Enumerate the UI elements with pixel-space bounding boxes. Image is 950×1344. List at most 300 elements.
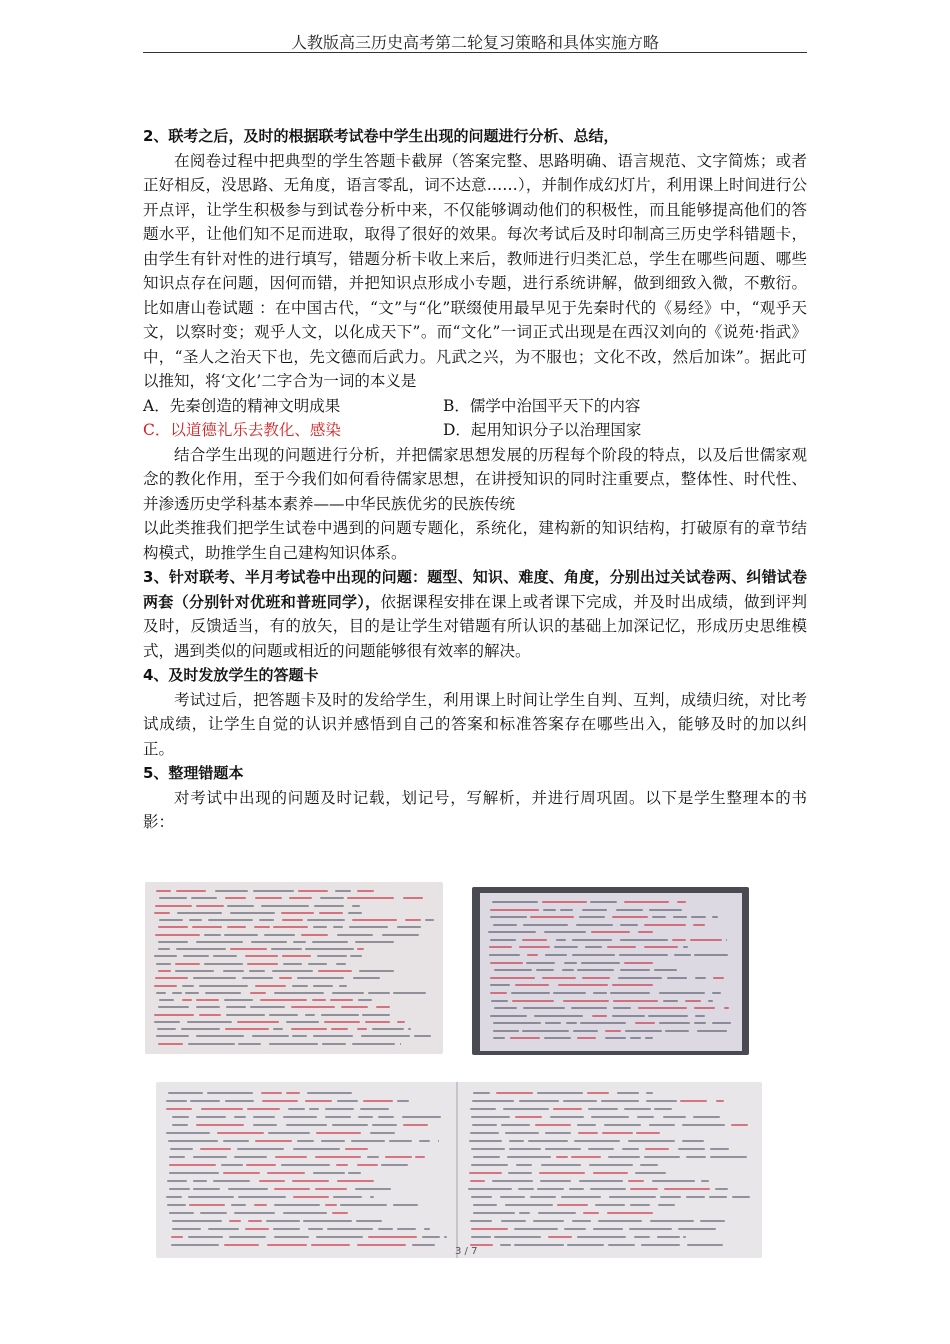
handwriting-stroke	[545, 954, 567, 956]
handwriting-stroke	[658, 1204, 675, 1206]
handwriting-stroke	[726, 939, 728, 941]
handwriting-stroke	[713, 977, 723, 979]
handwriting-stroke	[715, 1188, 728, 1190]
handwriting-stroke	[612, 916, 648, 918]
handwriting-stroke	[251, 941, 286, 943]
handwriting-stroke	[577, 1124, 596, 1126]
handwriting-stroke	[353, 977, 380, 979]
handwriting-stroke	[694, 1007, 715, 1009]
handwriting-stroke	[336, 963, 346, 965]
handwriting-stroke	[155, 977, 188, 979]
handwriting-stroke	[537, 1092, 583, 1094]
handwriting-stroke	[217, 1132, 263, 1134]
handwriting-stroke	[612, 1015, 646, 1017]
handwriting-stroke	[593, 992, 607, 994]
handwriting-stroke	[358, 999, 372, 1001]
handwriting-stroke	[473, 1156, 501, 1158]
handwriting-stroke	[156, 963, 170, 965]
handwriting-stroke	[648, 1015, 687, 1017]
handwriting-stroke	[238, 1196, 285, 1198]
handwriting-stroke	[490, 916, 527, 918]
section-2-paragraph-2: 结合学生出现的问题进行分析，并把儒家思想发展的历程每个阶段的特点，以及后世儒家观念的教化作用，至于今我们如何看待儒家思想，在讲授知识的同时注重要点，整体性、时代性、并渗透历史学科基本素养——中华民族优劣的民族传统	[143, 445, 807, 513]
handwriting-stroke	[469, 1172, 502, 1174]
handwriting-stroke	[349, 926, 389, 928]
handwriting-stroke	[496, 1092, 532, 1094]
handwriting-stroke	[659, 1022, 690, 1024]
handwriting-stroke	[402, 1116, 442, 1118]
handwriting-stroke	[196, 1035, 244, 1037]
handwriting-stroke	[156, 1035, 189, 1037]
handwriting-stroke	[255, 985, 287, 987]
handwriting-stroke	[638, 931, 653, 933]
section-5-paragraph: 对考试中出现的问题及时记载，划记号，写解析，并进行周巩固。以下是学生整理本的书影：	[143, 788, 807, 831]
handwriting-stroke	[245, 955, 278, 957]
page-header-title: 人教版高三历史高考第二轮复习策略和具体实施方略	[290, 33, 659, 52]
handwriting-stroke	[231, 1204, 246, 1206]
handwriting-stroke	[168, 1140, 217, 1142]
handwriting-stroke	[490, 909, 539, 911]
handwriting-stroke	[636, 1132, 660, 1134]
handwriting-stroke	[573, 1030, 598, 1032]
handwriting-stroke	[542, 977, 576, 979]
handwriting-stroke	[712, 916, 718, 918]
handwriting-stroke	[166, 1196, 182, 1198]
handwriting-stroke	[492, 901, 538, 903]
handwriting-stroke	[470, 1132, 498, 1134]
handwriting-stroke	[469, 1140, 501, 1142]
handwriting-stroke	[618, 977, 662, 979]
handwriting-stroke	[490, 977, 535, 979]
handwriting-stroke	[634, 1236, 650, 1238]
handwriting-stroke	[667, 977, 687, 979]
handwriting-stroke	[159, 897, 187, 899]
handwriting-stroke	[563, 1000, 609, 1002]
handwriting-stroke	[553, 992, 586, 994]
handwriting-stroke	[332, 1212, 347, 1214]
handwriting-stroke	[196, 941, 243, 943]
handwriting-stroke	[357, 1028, 368, 1030]
handwriting-stroke	[230, 912, 274, 914]
handwriting-stroke	[605, 1030, 621, 1032]
handwriting-stroke	[357, 890, 374, 892]
handwriting-stroke	[640, 1164, 658, 1166]
handwriting-stroke	[215, 890, 249, 892]
handwriting-stroke	[678, 1148, 705, 1150]
handwriting-stroke	[646, 1092, 653, 1094]
handwriting-stroke	[169, 1172, 218, 1174]
handwriting-stroke	[226, 1006, 246, 1008]
handwriting-stroke	[158, 1006, 189, 1008]
handwriting-stroke	[641, 1244, 681, 1246]
handwriting-stroke	[347, 897, 394, 899]
handwriting-stroke	[601, 1100, 640, 1102]
handwriting-stroke	[298, 890, 328, 892]
handwriting-stroke	[230, 948, 267, 950]
handwriting-stroke	[356, 1220, 382, 1222]
handwriting-stroke	[267, 1244, 307, 1246]
handwriting-stroke	[590, 901, 616, 903]
handwriting-stroke	[156, 992, 166, 994]
handwriting-stroke	[624, 962, 653, 964]
handwriting-stroke	[678, 1228, 716, 1230]
handwriting-stroke	[272, 970, 314, 972]
handwriting-stroke	[578, 1132, 597, 1134]
handwriting-stroke	[228, 1188, 268, 1190]
handwriting-stroke	[471, 1148, 505, 1150]
handwriting-stroke	[337, 934, 373, 936]
handwriting-stroke	[492, 1180, 532, 1182]
handwriting-stroke	[624, 1108, 651, 1110]
handwriting-stroke	[489, 954, 520, 956]
handwriting-stroke	[563, 1100, 597, 1102]
handwriting-stroke	[337, 1100, 357, 1102]
handwriting-stroke	[254, 1204, 267, 1206]
handwriting-stroke	[291, 1006, 336, 1008]
handwriting-stroke	[196, 1124, 244, 1126]
handwriting-stroke	[175, 970, 214, 972]
handwriting-stroke	[516, 1164, 533, 1166]
handwriting-stroke	[652, 1180, 695, 1182]
handwriting-stroke	[200, 1212, 226, 1214]
document-body	[143, 124, 807, 835]
handwriting-stroke	[415, 1156, 425, 1158]
handwriting-stroke	[566, 1022, 576, 1024]
handwriting-stroke	[569, 1188, 584, 1190]
handwriting-stroke	[234, 1212, 274, 1214]
handwriting-stroke	[188, 1236, 222, 1238]
handwriting-stroke	[292, 985, 308, 987]
handwriting-stroke	[545, 1022, 562, 1024]
handwriting-stroke	[368, 992, 390, 994]
option-a: A．先秦创造的精神文明成果	[143, 396, 341, 415]
handwriting-stroke	[572, 939, 611, 941]
handwriting-stroke	[494, 1007, 517, 1009]
handwriting-stroke	[654, 969, 677, 971]
handwriting-stroke	[223, 1172, 260, 1174]
handwriting-stroke	[357, 948, 364, 950]
handwriting-stroke	[550, 1116, 585, 1118]
handwriting-stroke	[473, 1092, 490, 1094]
handwriting-stroke	[171, 1236, 183, 1238]
handwriting-stroke	[501, 1220, 526, 1222]
handwriting-stroke	[234, 1156, 267, 1158]
handwriting-stroke	[583, 1212, 600, 1214]
handwriting-stroke	[512, 1000, 554, 1002]
handwriting-stroke	[393, 1204, 417, 1206]
handwriting-stroke	[262, 1100, 298, 1102]
handwriting-stroke	[238, 1043, 261, 1045]
handwriting-stroke	[545, 1148, 582, 1150]
handwriting-stroke	[607, 1212, 653, 1214]
handwriting-stroke	[269, 1014, 299, 1016]
handwriting-stroke	[644, 1156, 680, 1158]
handwriting-stroke	[561, 1196, 602, 1198]
section-3-text: 依据课程安排在课上或者课下完成，并及时出成绩，做到评判及时，反馈适当，有的放矢，目的是让学生对错题有所认识的基础上加深记忆，形成历史思维模式，遇到类似的问题或相近的问题能够很有效率的解决。	[143, 592, 807, 660]
handwriting-stroke	[553, 1108, 582, 1110]
handwriting-stroke	[313, 1172, 345, 1174]
handwriting-stroke	[397, 1100, 410, 1102]
handwriting-stroke	[185, 992, 199, 994]
handwriting-stroke	[414, 1035, 431, 1037]
handwriting-stroke	[470, 1220, 492, 1222]
handwriting-stroke	[204, 934, 221, 936]
handwriting-stroke	[275, 1156, 307, 1158]
handwriting-stroke	[325, 1204, 337, 1206]
handwriting-stroke	[205, 992, 242, 994]
handwriting-stroke	[473, 1212, 515, 1214]
handwriting-stroke	[340, 1204, 386, 1206]
handwriting-stroke	[571, 1156, 600, 1158]
handwriting-stroke	[562, 969, 574, 971]
option-c-answer: C．以道德礼乐去教化、感染	[143, 421, 341, 439]
handwriting-stroke	[283, 963, 302, 965]
handwriting-stroke	[471, 1236, 490, 1238]
handwriting-stroke	[472, 1100, 514, 1102]
handwriting-stroke	[687, 1244, 722, 1246]
handwriting-stroke	[544, 931, 587, 933]
handwriting-stroke	[514, 1228, 558, 1230]
handwriting-stroke	[493, 924, 517, 926]
handwriting-stroke	[224, 934, 258, 936]
handwriting-stroke	[182, 999, 193, 1001]
section-4-heading: 4、及时发放学生的答题卡	[143, 666, 319, 684]
handwriting-stroke	[490, 962, 522, 964]
handwriting-stroke	[507, 1156, 551, 1158]
handwriting-stroke	[325, 1108, 353, 1110]
handwriting-stroke	[196, 1006, 220, 1008]
handwriting-stroke	[250, 1006, 285, 1008]
handwriting-stroke	[731, 1124, 749, 1126]
handwriting-stroke	[649, 909, 682, 911]
handwriting-stroke	[683, 1236, 685, 1238]
handwriting-stroke	[710, 1148, 729, 1150]
handwriting-stroke	[527, 954, 538, 956]
handwriting-stroke	[385, 1156, 412, 1158]
handwriting-stroke	[526, 962, 555, 964]
handwriting-stroke	[403, 897, 424, 899]
handwriting-stroke	[242, 977, 273, 979]
handwriting-stroke	[155, 905, 191, 907]
handwriting-stroke	[680, 1100, 707, 1102]
handwriting-stroke	[543, 909, 557, 911]
handwriting-stroke	[321, 1014, 359, 1016]
handwriting-stroke	[224, 1244, 259, 1246]
section-4-paragraph: 考试过后，把答题卡及时的发给学生，利用课上时间让学生自判、互判，成绩归统，对比考试成绩，让学生自觉的认识并感悟到自己的答案和标准答案存在哪些出入，能够及时的加以纠正。	[143, 690, 807, 758]
section-2-paragraph-1: 在阅卷过程中把典型的学生答题卡截屏（答案完整、思路明确、语言规范、文字简炼；或者正好相反，没思路、无角度，语言零乱，词不达意……），并制作成幻灯片，利用课上时间进行公开点评，让学生积极参与到试卷分析中来，不仅能够调动他们的积极性，而且能够提高他们的答题水平，让他们知不足而进取，取得了很好的效果。每次考试后及时印制高三历史学科错题卡，由学生有针对性的进行填写，错题分析卡收上来后，教师进行归类汇总，学生在哪些问题、哪些知识点存在问题，因何而错，并把知识点形成小专题，进行系统讲解，做到细致入微，不敷衍。比如唐山卷试题 ：在中国古代，“文”与“化”联缀使用最早见于先秦时代的《易经》中，“观乎天文，以察时变；观乎人文，以化成天下”。而“文化”一词正式出现是在西汉刘向的《说苑·指武》中，“圣人之治天下也，先文德而后武力。凡武之兴，为不服也；文化不改，然后加诛”。据此可以推知，将‘文化’二字合为一词的本义是	[143, 151, 807, 390]
handwriting-stroke	[357, 1244, 406, 1246]
handwriting-stroke	[716, 1100, 725, 1102]
handwriting-stroke	[336, 1164, 349, 1166]
handwriting-stroke	[321, 1140, 345, 1142]
handwriting-stroke	[500, 1196, 525, 1198]
handwriting-stroke	[229, 1236, 265, 1238]
handwriting-stroke	[158, 970, 171, 972]
handwriting-stroke	[227, 926, 246, 928]
handwriting-stroke	[393, 992, 425, 994]
handwriting-stroke	[318, 970, 351, 972]
handwriting-stroke	[167, 1204, 186, 1206]
handwriting-stroke	[712, 1022, 731, 1024]
handwriting-stroke	[556, 939, 566, 941]
handwriting-stroke	[580, 1022, 626, 1024]
handwriting-stroke	[226, 1014, 265, 1016]
handwriting-stroke	[598, 1220, 642, 1222]
handwriting-stroke	[579, 1180, 623, 1182]
handwriting-stroke	[250, 992, 267, 994]
handwriting-stroke	[223, 970, 244, 972]
handwriting-stroke	[315, 1156, 361, 1158]
handwriting-stroke	[154, 1014, 194, 1016]
handwriting-stroke	[169, 1156, 185, 1158]
handwriting-stroke	[470, 1108, 496, 1110]
handwriting-stroke	[303, 1220, 352, 1222]
handwriting-stroke	[591, 1116, 630, 1118]
handwriting-stroke	[274, 992, 324, 994]
handwriting-stroke	[311, 1244, 350, 1246]
handwriting-stroke	[154, 985, 178, 987]
handwriting-stroke	[183, 955, 209, 957]
handwriting-stroke	[471, 1116, 510, 1118]
handwriting-stroke	[697, 1030, 727, 1032]
handwriting-stroke	[604, 1124, 641, 1126]
handwriting-stroke	[370, 1196, 374, 1198]
handwriting-stroke	[511, 992, 550, 994]
handwriting-stroke	[274, 1188, 310, 1190]
handwriting-stroke	[537, 1188, 564, 1190]
handwriting-stroke	[664, 1188, 710, 1190]
handwriting-stroke	[650, 1220, 694, 1222]
handwriting-stroke	[494, 969, 532, 971]
handwriting-stroke	[490, 939, 516, 941]
handwriting-stroke	[358, 1116, 373, 1118]
handwriting-stroke	[389, 1140, 413, 1142]
question-options-row-2	[143, 418, 807, 443]
handwriting-stroke	[154, 955, 176, 957]
handwriting-stroke	[158, 941, 188, 943]
handwriting-stroke	[208, 919, 253, 921]
handwriting-stroke	[515, 1116, 542, 1118]
handwriting-stroke	[397, 1228, 416, 1230]
handwriting-stroke	[593, 1172, 628, 1174]
handwriting-stroke	[199, 1014, 220, 1016]
handwriting-stroke	[382, 934, 419, 936]
handwriting-stroke	[556, 1156, 568, 1158]
handwriting-stroke	[177, 912, 221, 914]
handwriting-stroke	[724, 1007, 729, 1009]
handwriting-stroke	[490, 1015, 527, 1017]
handwriting-stroke	[663, 1000, 679, 1002]
handwriting-stroke	[685, 1000, 700, 1002]
handwriting-stroke	[695, 977, 705, 979]
handwriting-stroke	[610, 992, 649, 994]
handwriting-stroke	[505, 1132, 539, 1134]
handwriting-stroke	[657, 1236, 680, 1238]
handwriting-stroke	[273, 1228, 300, 1230]
header-rule	[143, 52, 807, 53]
handwriting-stroke	[514, 1244, 564, 1246]
handwriting-stroke	[637, 1116, 653, 1118]
handwriting-stroke	[590, 1188, 627, 1190]
handwriting-stroke	[246, 1164, 276, 1166]
handwriting-stroke	[378, 1228, 392, 1230]
handwriting-stroke	[397, 1021, 406, 1023]
handwriting-stroke	[167, 1180, 187, 1182]
handwriting-stroke	[630, 1188, 658, 1190]
handwriting-stroke	[501, 1124, 531, 1126]
handwriting-stroke	[359, 970, 395, 972]
handwriting-stroke	[283, 1116, 317, 1118]
handwriting-stroke	[237, 1148, 284, 1150]
handwriting-stroke	[169, 1212, 194, 1214]
handwriting-stroke	[191, 897, 218, 899]
handwriting-stroke	[319, 912, 343, 914]
handwriting-stroke	[333, 926, 343, 928]
handwriting-stroke	[682, 1124, 725, 1126]
handwriting-stroke	[259, 919, 274, 921]
handwriting-stroke	[351, 1140, 385, 1142]
handwriting-stroke	[316, 1236, 363, 1238]
handwriting-stroke	[608, 1244, 636, 1246]
handwriting-stroke	[591, 931, 630, 933]
handwriting-stroke	[545, 1132, 571, 1134]
handwriting-stroke	[503, 1108, 549, 1110]
handwriting-stroke	[269, 1043, 318, 1045]
handwriting-stroke	[471, 1196, 492, 1198]
handwriting-stroke	[400, 1043, 401, 1045]
handwriting-stroke	[518, 1188, 533, 1190]
handwriting-stroke	[339, 985, 347, 987]
handwriting-stroke	[613, 1007, 632, 1009]
handwriting-stroke	[309, 1108, 319, 1110]
handwriting-stroke	[523, 924, 568, 926]
handwriting-stroke	[208, 1228, 239, 1230]
handwriting-stroke	[557, 1204, 588, 1206]
handwriting-stroke	[673, 916, 687, 918]
handwriting-stroke	[712, 992, 721, 994]
handwriting-stroke	[229, 1220, 241, 1222]
handwriting-stroke	[361, 1035, 410, 1037]
handwriting-stroke	[286, 1092, 301, 1094]
handwriting-stroke	[200, 1148, 231, 1150]
handwriting-stroke	[352, 919, 397, 921]
handwriting-stroke	[308, 1228, 323, 1230]
handwriting-stroke	[237, 1021, 279, 1023]
handwriting-stroke	[247, 1108, 281, 1110]
handwriting-stroke	[490, 992, 507, 994]
handwriting-stroke	[341, 1006, 368, 1008]
handwriting-stroke	[271, 948, 302, 950]
handwriting-stroke	[691, 916, 706, 918]
handwriting-stroke	[247, 963, 278, 965]
handwriting-stroke	[493, 1022, 541, 1024]
handwriting-stroke	[628, 1180, 644, 1182]
handwriting-stroke	[158, 1043, 184, 1045]
handwriting-stroke	[695, 1015, 705, 1017]
handwriting-stroke	[331, 1028, 348, 1030]
handwriting-stroke	[630, 1204, 650, 1206]
handwriting-stroke	[172, 1116, 190, 1118]
handwriting-stroke	[281, 912, 313, 914]
handwriting-stroke	[281, 1164, 329, 1166]
handwriting-stroke	[690, 939, 722, 941]
handwriting-stroke	[255, 897, 283, 899]
handwriting-stroke	[663, 1116, 687, 1118]
handwriting-stroke	[635, 1172, 666, 1174]
handwriting-stroke	[305, 1100, 333, 1102]
handwriting-stroke	[187, 1021, 232, 1023]
handwriting-stroke	[176, 948, 226, 950]
handwriting-stroke	[571, 1007, 607, 1009]
